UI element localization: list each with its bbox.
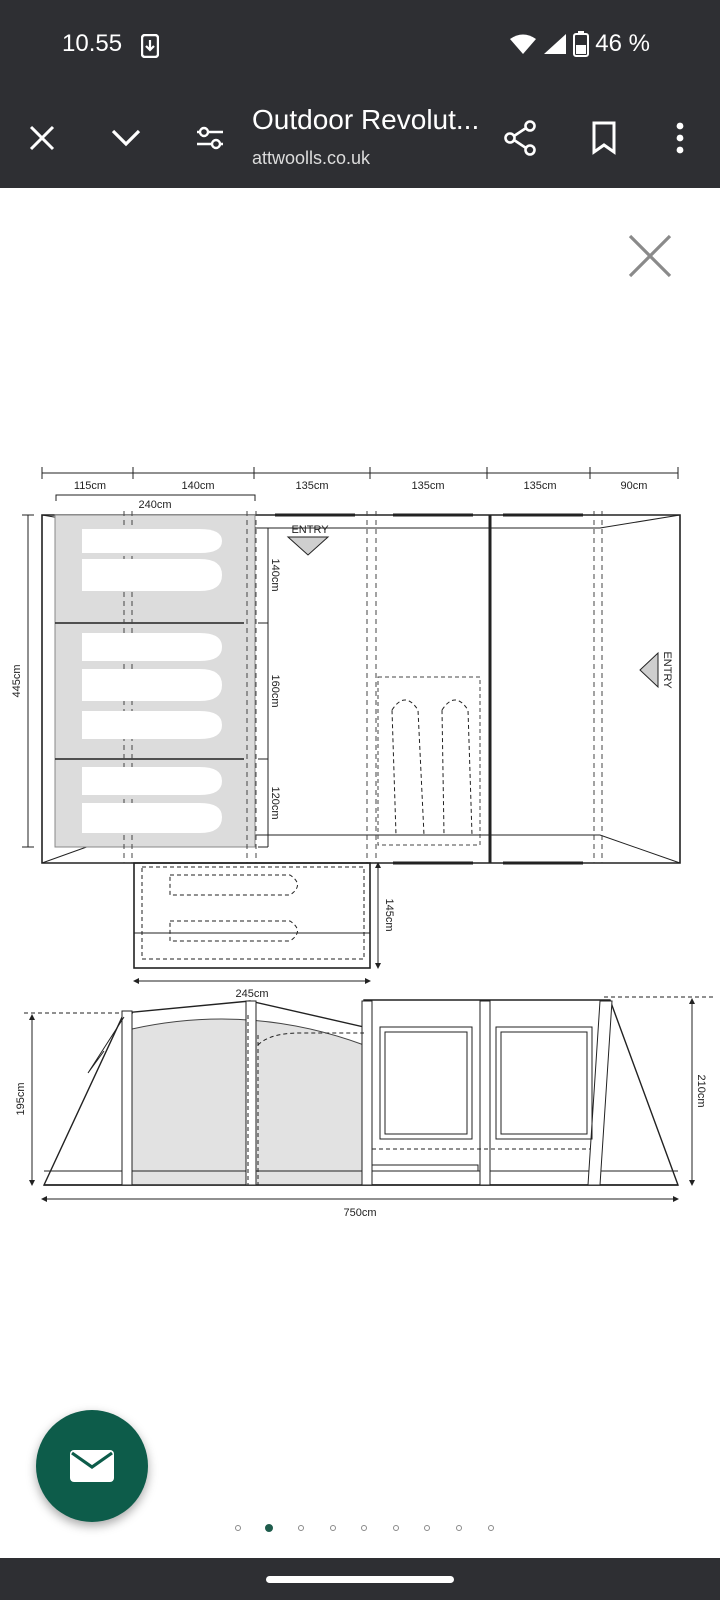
pod-dim-3: 120cm bbox=[269, 786, 281, 820]
dim-bedroom-width: 240cm bbox=[138, 499, 172, 511]
page-dot-4[interactable] bbox=[317, 1523, 349, 1533]
dim-height-left: 195cm bbox=[15, 1082, 27, 1116]
page-settings-icon[interactable] bbox=[190, 118, 230, 158]
dim-annex-depth: 145cm bbox=[383, 898, 395, 932]
close-icon[interactable] bbox=[626, 232, 674, 280]
page-title: Outdoor Revolut... bbox=[252, 104, 480, 135]
dim-135-c: 135cm bbox=[523, 480, 557, 492]
page-dot-7[interactable] bbox=[412, 1523, 444, 1533]
pod-dim-1: 140cm bbox=[269, 558, 281, 592]
dim-135-b: 135cm bbox=[411, 480, 445, 492]
mail-icon bbox=[69, 1449, 115, 1483]
status-time: 10.55 bbox=[62, 30, 123, 57]
more-vert-icon[interactable] bbox=[660, 118, 700, 158]
signal-icon bbox=[543, 33, 567, 55]
bookmark-icon[interactable] bbox=[584, 118, 624, 158]
dim-135-a: 135cm bbox=[295, 480, 329, 492]
page-dot-1[interactable] bbox=[222, 1523, 254, 1533]
status-bar bbox=[0, 0, 720, 88]
dim-annex-width: 245cm bbox=[235, 988, 269, 1000]
home-handle[interactable] bbox=[266, 1576, 454, 1583]
dim-90: 90cm bbox=[620, 480, 648, 492]
page-dot-6[interactable] bbox=[380, 1523, 412, 1533]
page-dot-2[interactable] bbox=[254, 1523, 286, 1533]
side-entry-label: ENTRY bbox=[661, 651, 673, 689]
dim-140: 140cm bbox=[181, 480, 215, 492]
page-dot-3[interactable] bbox=[285, 1523, 317, 1533]
dim-115: 115cm bbox=[73, 480, 107, 492]
image-pagination bbox=[222, 1523, 506, 1533]
battery-percent: 46 % bbox=[595, 30, 650, 57]
download-icon bbox=[141, 34, 159, 63]
battery-icon bbox=[573, 31, 589, 57]
page-url: attwoolls.co.uk bbox=[252, 148, 371, 168]
chevron-down-icon[interactable] bbox=[106, 118, 146, 158]
close-icon[interactable] bbox=[22, 118, 62, 158]
custom-tab-toolbar bbox=[0, 88, 720, 188]
page-dot-9[interactable] bbox=[475, 1523, 507, 1533]
dim-height-right: 210cm bbox=[695, 1074, 707, 1108]
dim-total-length: 750cm bbox=[343, 1207, 377, 1219]
pod-dim-2: 160cm bbox=[269, 674, 281, 708]
entry-label: ENTRY bbox=[291, 524, 329, 536]
dim-depth: 445cm bbox=[11, 664, 23, 698]
wifi-icon bbox=[509, 33, 537, 55]
status-icons bbox=[509, 30, 650, 58]
gesture-nav-bar bbox=[0, 1558, 720, 1600]
page-dot-8[interactable] bbox=[443, 1523, 475, 1533]
page-dot-5[interactable] bbox=[348, 1523, 380, 1533]
share-icon[interactable] bbox=[500, 118, 540, 158]
tent-floorplan-image bbox=[0, 455, 720, 1225]
email-button[interactable] bbox=[36, 1410, 148, 1522]
